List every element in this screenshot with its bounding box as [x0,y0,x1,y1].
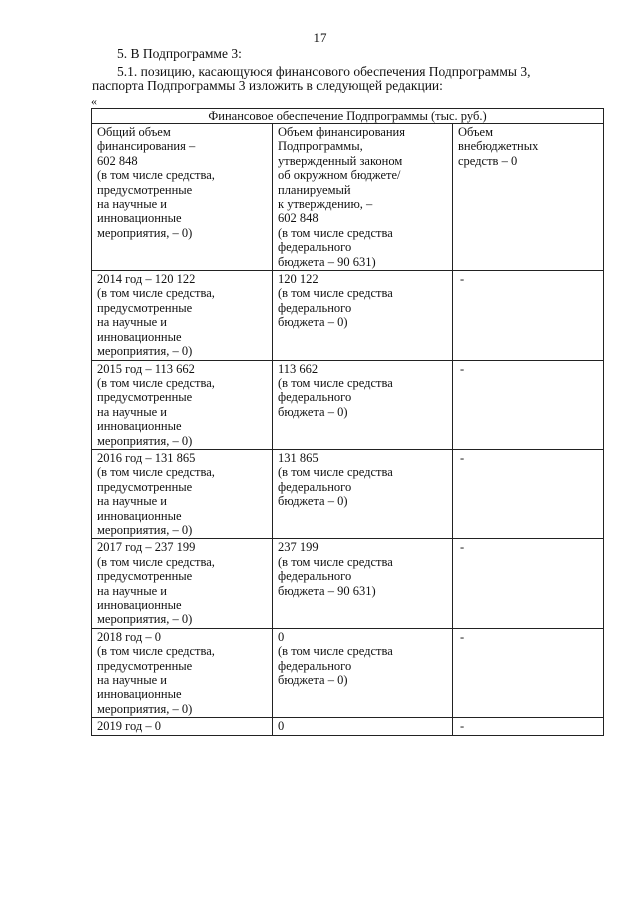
table-cell-total-financing [92,449,273,538]
table-cell-total-financing [92,124,273,271]
table-title-row [92,109,604,124]
financing-table [91,108,604,736]
cell-line: (в том числе средства [278,375,393,390]
cell-line: на научные и [97,494,167,509]
financing-table-body [92,109,604,736]
table-cell-subprogram-financing [273,628,453,717]
cell-line: федерального [278,300,352,315]
cell-line: 602 848 [97,153,138,168]
table-row [92,360,604,449]
cell-line: мероприятия, – 0) [97,522,193,537]
cell-line: бюджета – 90 631) [278,583,376,598]
cell-line: финансирования – [97,139,196,154]
cell-line: мероприятия, – 0) [97,225,193,240]
cell-line: 2019 год – 0 [97,719,161,734]
table-row [92,718,604,735]
table-cell-extrabudgetary-funds [453,449,604,538]
cell-line: 0 [278,629,285,644]
table-row [92,124,604,271]
cell-line: федерального [278,240,352,255]
cell-line: к утверждению, – [278,197,373,212]
cell-line: на научные и [97,315,167,330]
table-cell-extrabudgetary-funds [453,271,604,360]
cell-line: планируемый [278,182,351,197]
cell-line: мероприятия, – 0) [97,344,193,359]
cell-line: инновационные [97,211,182,226]
table-cell-extrabudgetary-funds [453,628,604,717]
cell-line: (в том числе средства, [97,286,215,301]
cell-line: бюджета – 0) [278,494,348,509]
cell-line: 2017 год – 237 199 [97,540,196,555]
paragraph-subprogram-heading: 5. В Подпрограмме 3: [117,46,242,61]
cell-line: мероприятия, – 0) [97,612,193,627]
cell-line: на научные и [97,673,167,688]
table-cell-subprogram-financing [273,271,453,360]
cell-line: 2015 год – 113 662 [97,361,195,376]
cell-line: мероприятия, – 0) [97,433,193,448]
cell-line: (в том числе средства [278,465,393,480]
cell-line: инновационные [97,687,182,702]
table-cell-total-financing [92,718,273,735]
cell-line: предусмотренные [97,479,193,494]
table-row [92,539,604,628]
paragraph-clause: 5.1. позицию, касающуюся финансового обеспечения Подпрограммы 3, [117,64,531,79]
table-row [92,271,604,360]
cell-line: федерального [278,479,352,494]
cell-line: инновационные [97,508,182,523]
cell-line: - [460,272,465,287]
cell-line: 2016 год – 131 865 [97,450,196,465]
table-cell-extrabudgetary-funds [453,539,604,628]
cell-line: бюджета – 0) [278,673,348,688]
cell-line: внебюджетных [458,139,539,154]
cell-line: (в том числе средства, [97,465,215,480]
cell-line: Объем финансирования [278,125,405,139]
cell-line: (в том числе средства [278,286,393,301]
table-cell-subprogram-financing [273,360,453,449]
cell-line: 120 122 [278,272,319,287]
cell-line: предусмотренные [97,182,193,197]
cell-line: инновационные [97,329,182,344]
table-cell-subprogram-financing [273,539,453,628]
cell-line: - [460,629,465,644]
cell-line: 2014 год – 120 122 [97,272,196,287]
cell-line: утвержденный законом [278,153,403,168]
page-number: 17 [313,30,327,45]
cell-line: (в том числе средства, [97,168,215,183]
paragraph-clause-continuation: паспорта Подпрограммы 3 изложить в следующей редакции: [92,78,443,93]
cell-line: на научные и [97,404,167,419]
cell-line: предусмотренные [97,569,193,584]
cell-line: Подпрограммы, [278,139,363,154]
cell-line: мероприятия, – 0) [97,701,193,716]
cell-line: - [460,450,465,465]
cell-line: - [460,719,465,734]
cell-line: предусмотренные [97,390,193,405]
cell-line: предусмотренные [97,300,193,315]
table-row [92,628,604,717]
table-title: Финансовое обеспечение Подпрограммы (тыс. руб.) [92,109,604,124]
cell-line: (в том числе средства [278,554,393,569]
cell-line: 237 199 [278,540,319,555]
table-cell-subprogram-financing [273,449,453,538]
cell-line: (в том числе средства [278,644,393,659]
cell-line: бюджета – 0) [278,315,348,330]
cell-line: средств – 0 [458,153,518,168]
table-cell-total-financing [92,271,273,360]
cell-line: (в том числе средства, [97,644,215,659]
cell-line: Общий объем [97,125,171,139]
cell-line: 2018 год – 0 [97,629,161,644]
cell-line: предусмотренные [97,658,193,673]
cell-line: на научные и [97,583,167,598]
cell-line: - [460,361,465,376]
table-cell-subprogram-financing [273,718,453,735]
cell-line: инновационные [97,419,182,434]
cell-line: федерального [278,658,352,673]
cell-line: 602 848 [278,211,319,226]
table-cell-total-financing [92,360,273,449]
cell-line: на научные и [97,197,167,212]
cell-line: бюджета – 0) [278,404,348,419]
cell-line: - [460,540,465,555]
cell-line: бюджета – 90 631) [278,254,376,269]
cell-line: федерального [278,569,352,584]
cell-line: (в том числе средства, [97,554,215,569]
cell-line: инновационные [97,598,182,612]
opening-quote-mark: « [91,94,97,108]
cell-line: Объем [458,125,493,139]
table-row [92,449,604,538]
cell-line: 0 [278,719,285,734]
cell-line: 113 662 [278,361,319,376]
cell-line: (в том числе средства, [97,375,215,390]
cell-line: 131 865 [278,450,319,465]
table-cell-extrabudgetary-funds [453,360,604,449]
table-cell-extrabudgetary-funds [453,718,604,735]
table-cell-total-financing [92,539,273,628]
table-cell-total-financing [92,628,273,717]
cell-line: об окружном бюджете/ [278,168,401,183]
cell-line: (в том числе средства [278,225,393,240]
table-cell-subprogram-financing [273,124,453,271]
table-cell-extrabudgetary-funds [453,124,604,271]
cell-line: федерального [278,390,352,405]
